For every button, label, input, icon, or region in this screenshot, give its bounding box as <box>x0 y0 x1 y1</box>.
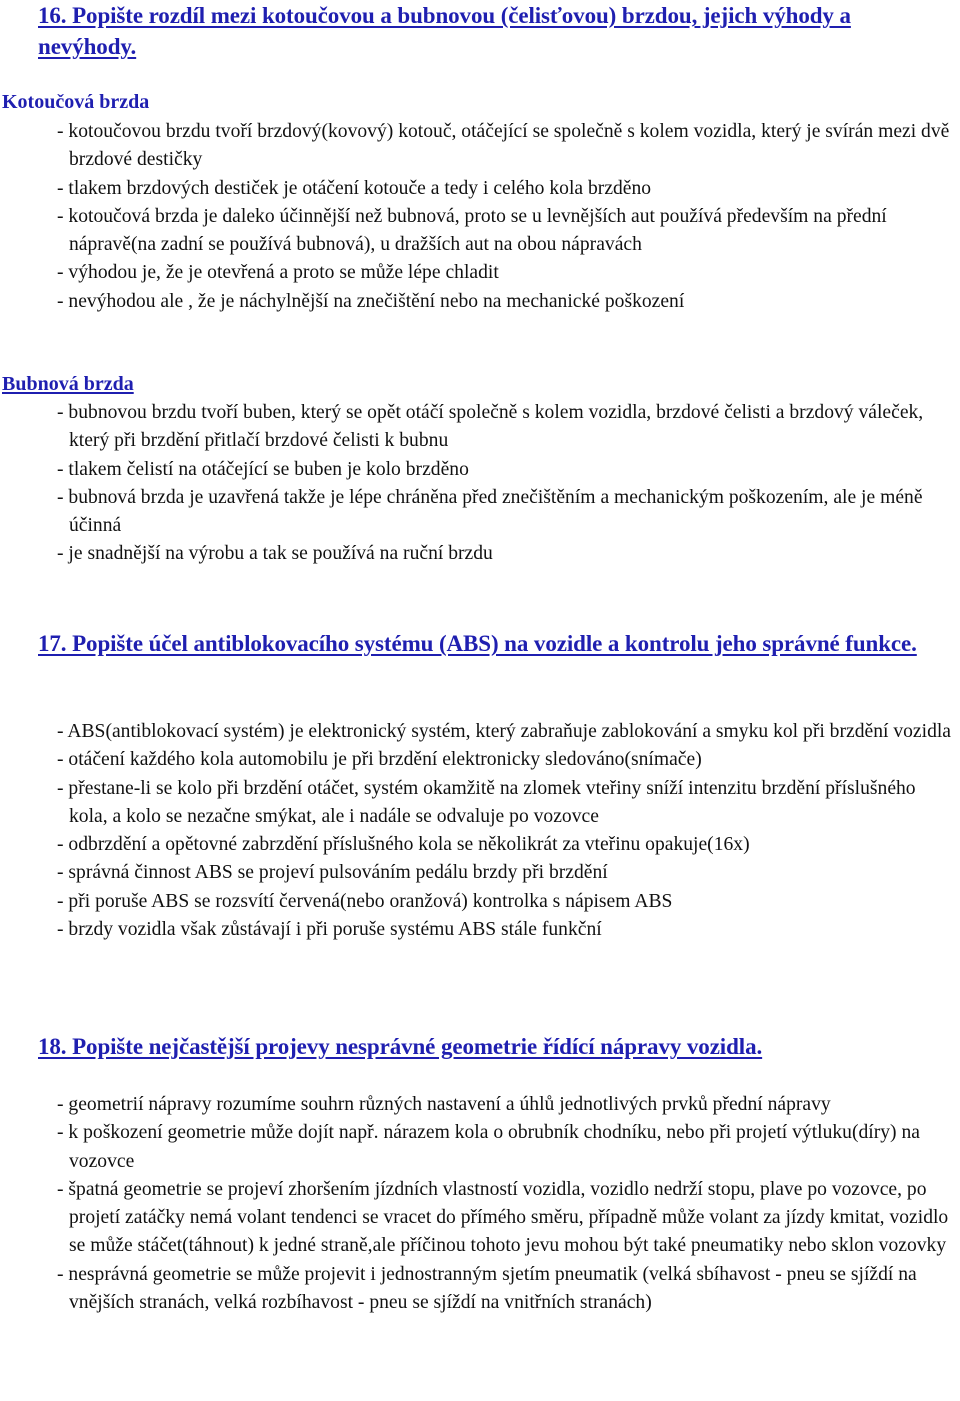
disc-brake-heading: Kotoučová brzda <box>2 91 150 113</box>
list-item: - tlakem čelistí na otáčející se buben je kolo brzděno <box>57 458 469 480</box>
list-item: - ABS(antiblokovací systém) je elektronický systém, který zabraňuje zablokování a smyku kol při brzdění vozidla <box>57 721 952 742</box>
question-16-title: 16. Popište rozdíl mezi kotoučovou a bubnovou (čelisťovou) brzdou, jejich výhody a nevýhody. <box>38 3 851 59</box>
list-item: - přestane-li se kolo při brzdění otáčet, systém okamžitě na zlomek vteřiny sníží intenzitu brzdění příslušného kola, a kolo se nezačne smýkat, ale i nadále se odvaluje po vozovce <box>57 777 916 827</box>
abs-list <box>57 718 957 944</box>
list-item: - výhodou je, že je otevřená a proto se může lépe chladit <box>57 262 499 284</box>
list-item: - tlakem brzdových destiček je otáčení kotouče a tedy i celého kola brzděno <box>57 177 652 199</box>
geometry-list <box>57 1091 959 1317</box>
list-item: - bubnová brzda je uzavřená takže je lépe chráněna před znečištěním a mechanickým poškozením, ale je méně účinná <box>57 486 923 537</box>
list-item: - správná činnost ABS se projeví pulsováním pedálu brzdy při brzdění <box>57 862 608 884</box>
list-item: - k poškození geometrie může dojít např. nárazem kola o obrubník chodníku, nebo při projetí výtluku(díry) na vozovce <box>57 1122 920 1172</box>
list-item: - nesprávná geometrie se může projevit i jednostranným sjetím pneumatik (velká sbíhavost - pneu se sjíždí na vnějších stranách, velká rozbíhavost - pneu se sjíždí na vnitřních stranách) <box>57 1263 917 1314</box>
question-17-title: 17. Popište účel antiblokovacího systému (ABS) na vozidle a kontrolu jeho správné funkce. <box>38 631 917 656</box>
drum-brake-heading: Bubnová brzda <box>2 373 134 395</box>
drum-brake-list <box>57 399 960 569</box>
list-item: - je snadnější na výrobu a tak se používá na ruční brzdu <box>57 543 493 565</box>
list-item: - otáčení každého kola automobilu je při brzdění elektronicky sledováno(snímače) <box>57 749 702 771</box>
list-item: - bubnovou brzdu tvoří buben, který se opět otáčí společně s kolem vozidla, brzdové čelisti a brzdový váleček, který při brzdění přitlačí brzdové čelisti k bubnu <box>57 402 924 452</box>
list-item: - nevýhodou ale , že je náchylnější na znečištění nebo na mechanické poškození <box>57 290 685 312</box>
list-item: - při poruše ABS se rozsvítí červená(nebo oranžová) kontrolka s nápisem ABS <box>57 890 673 912</box>
list-item: - kotoučová brzda je daleko účinnější než bubnová, proto se u levnějších aut používá především na přední nápravě(na zadní se používá bubnová), u dražších aut na obou nápravách <box>57 205 887 256</box>
list-item: - brzdy vozidla však zůstávají i při poruše systému ABS stále funkční <box>57 919 602 941</box>
disc-brake-list <box>57 118 957 316</box>
question-18-title: 18. Popište nejčastější projevy nesprávné geometrie řídící nápravy vozidla. <box>38 1034 763 1059</box>
list-item: - odbrzdění a opětovné zabrzdění příslušného kola se několikrát za vteřinu opakuje(16x) <box>57 834 750 856</box>
list-item: - kotoučovou brzdu tvoří brzdový(kovový) kotouč, otáčející se společně s kolem vozidla, který je svírán mezi dvě brzdové destičky <box>57 121 950 171</box>
list-item: - špatná geometrie se projeví zhoršením jízdních vlastností vozidla, vozidlo nedrží stopu, plave po vozovce, po projetí zatáčky nemá volant tendenci se vracet do přímého směru, případně může volant za jízdy kmitat, vozidlo se může stáčet(táhnout) k jedné straně,ale příčinou tohoto jevu mohou být také pneumatiky nebo sklon vozovky <box>57 1178 949 1257</box>
list-item: - geometrií nápravy rozumíme souhrn různých nastavení a úhlů jednotlivých prvků přední nápravy <box>57 1094 831 1115</box>
